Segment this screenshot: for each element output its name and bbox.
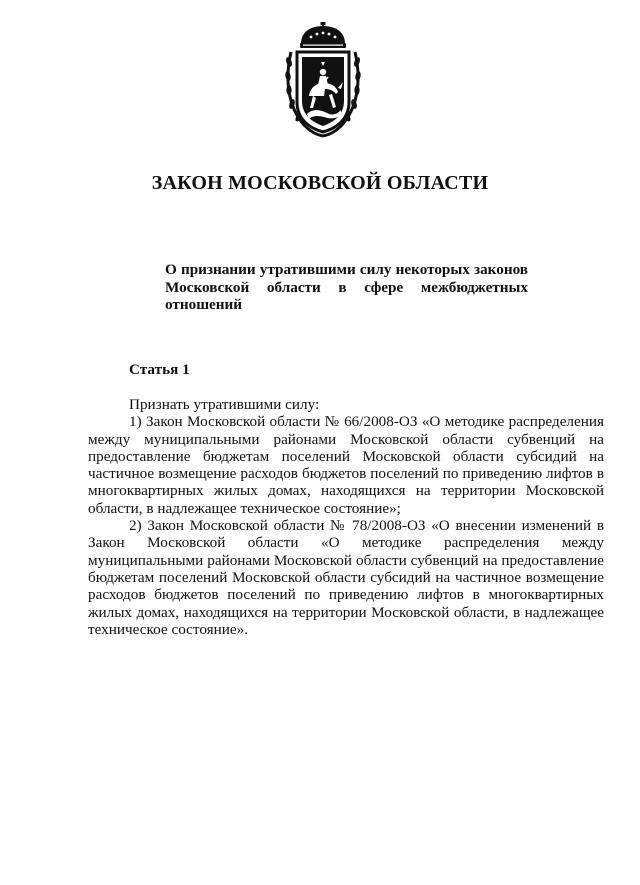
article-intro: Признать утратившими силу: [129, 396, 320, 413]
document-subject: О признании утратившими силу некоторых законов Московской области в сфере межбюджетных отношений [165, 261, 528, 313]
moscow-oblast-coat-of-arms-icon [283, 22, 363, 140]
article-heading: Статья 1 [129, 361, 190, 378]
article-body [88, 396, 604, 638]
article-item-1: 1) Закон Московской области № 66/2008-ОЗ «О методике распределения между муниципальными районами Московской области субвенций на предоставление бюджетам поселений Московской области субсидий на частичное возмещение расходов бюджетов поселений по приведению лифтов в многоквартирных жилых домах, находящихся на территории Московской области, в надлежащее техническое состояние»; [88, 413, 604, 517]
article-item-2: 2) Закон Московской области № 78/2008-ОЗ «О внесении изменений в Закон Московской области «О методике распределения между муниципальными районами Московской области субвенций на предоставление бюджетам поселений Московской области субсидий на частичное возмещение расходов бюджетов поселений по приведению лифтов в многоквартирных жилых домах, находящихся на территории Московской области, в надлежащее техническое состояние». [88, 517, 604, 638]
document-title: ЗАКОН МОСКОВСКОЙ ОБЛАСТИ [151, 172, 489, 194]
